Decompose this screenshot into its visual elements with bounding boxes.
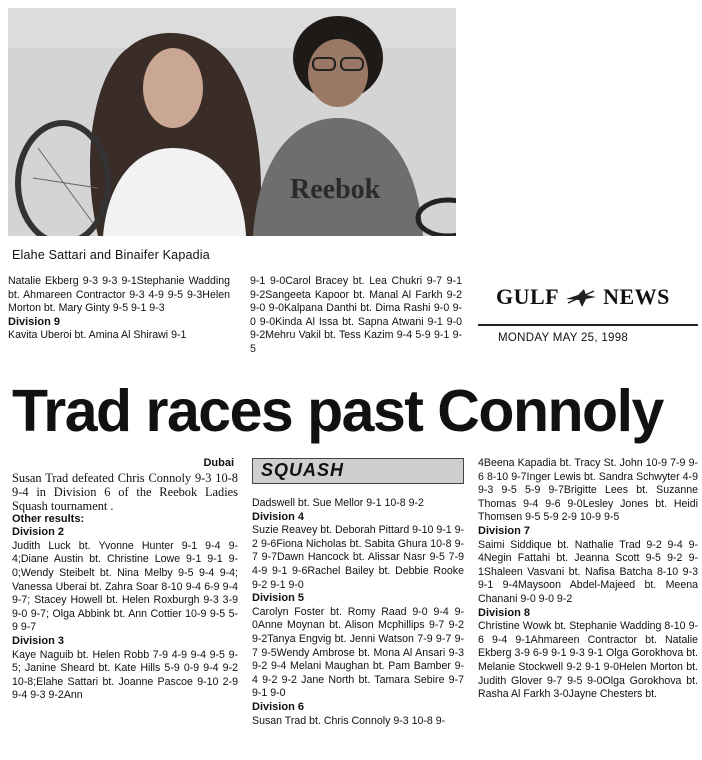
article-headline: Trad races past Connoly xyxy=(12,378,663,444)
masthead xyxy=(478,284,698,364)
division-heading: Division 7 xyxy=(478,524,530,537)
division-heading: Division 9 xyxy=(8,315,60,328)
division-heading: Division 3 xyxy=(12,634,64,647)
division-heading: Division 4 xyxy=(252,510,304,523)
results-paragraph: Saimi Siddique bt. Nathalie Trad 9-2 9-4 9-4Negin Fattahi bt. Jeanna Scott 9-5 9-2 9-1Shaleen Vasvani bt. Nafisa Batcha 8-10 9-3 9-1 9-4Maysoon Abdel-Majeed bt. Meena Chanani 9-0 9-0 9-2 xyxy=(478,538,698,605)
article-dateline: Dubai xyxy=(203,457,234,469)
division-heading: Division 6 xyxy=(252,700,304,713)
logo-name-left: GULF xyxy=(496,284,560,309)
issue-date: MONDAY MAY 25, 1998 xyxy=(498,332,629,344)
results-paragraph: Kaye Naguib bt. Helen Robb 7-9 4-9 9-4 9-5 9-5; Janine Sheard bt. Kate Hills 5-9 0-9 9-4 9-2 10-8;Elahe Sattari bt. Joanne Pascoe 9-10 2-9 9-4 9-3 9-2Ann xyxy=(12,648,238,702)
falcon-icon xyxy=(564,285,598,309)
masthead-rule xyxy=(478,324,698,326)
division-heading: Other results: xyxy=(12,512,85,525)
newspaper-logo xyxy=(478,284,698,310)
section-label: SQUASH xyxy=(261,460,345,480)
article-lead: Susan Trad defeated Chris Connoly 9-3 10-8 9-4 in Division 6 of the Reebok Ladies Squash tournament . xyxy=(12,470,238,513)
division-heading: Division 5 xyxy=(252,592,304,605)
section-label-bar xyxy=(252,458,464,484)
results-paragraph: Judith Luck bt. Yvonne Hunter 9-1 9-4 9-4;Diane Austin bt. Christine Lowe 9-1 9-1 9-0;Wendy Steibelt bt. Nina Melby 9-5 9-4 9-4; Vanessa Uberai bt. Zahra Soar 8-10 9-4 6-9 9-4 9-7; Stacey Howell bt. Helen Roxburgh 9-3 3-9 9-0 9-7; Olga Abbink bt. Ann Cottier 10-9 9-5 5-9 9-7 xyxy=(12,539,238,634)
results-paragraph: 9-1 9-0Carol Bracey bt. Lea Chukri 9-7 9-1 9-2Sangeeta Kapoor bt. Manal Al Farkh 9-2 9-0 9-0Kalpana Danthi bt. Dima Rashi 9-0 9-0 9-0Kinda Al Issa bt. Sapna Atwani 9-1 9-0 9-2Mehru Vakil bt. Tess Kazim 9-4 5-9 9-1 9-5 xyxy=(250,275,462,355)
results-paragraph: Christine Wowk bt. Stephanie Wadding 8-10 9-6 9-4 9-1Ahmareen Contractor bt. Natalie Ekberg 3-9 6-9 9-1 9-3 9-1 Olga Gorokhova bt. Melanie Stockwell 9-2 9-1 9-0Helen Morton bt. Judith Glover 9-7 9-5 9-0Olga Gorokhova bt. Rasha Al Farkh 3-0Jayne Chesters bt. xyxy=(478,620,698,701)
logo-name-right: NEWS xyxy=(603,284,670,309)
results-paragraph: Carolyn Foster bt. Romy Raad 9-0 9-4 9-0Anne Moynan bt. Alison Mcphillips 9-7 9-2 9-2Tanya Engvig bt. Jenni Watson 7-9 9-7 9-7 9-5Wendy Ambrose bt. Mona Al Ansari 9-3 9-2 9-4 Melani Maughan bt. Pam Bamber 9-4 9-2 9-2 Jane North bt. Tamara Sebire 9-7 9-1 9-0 xyxy=(252,605,464,700)
division-heading: Division 2 xyxy=(12,526,64,539)
article-column-2 xyxy=(252,497,464,728)
photo-illustration xyxy=(8,8,456,236)
results-paragraph: Kavita Uberoi bt. Amina Al Shirawi 9-1 xyxy=(8,329,187,342)
results-paragraph: Dadswell bt. Sue Mellor 9-1 10-8 9-2 xyxy=(252,497,424,509)
article-column-3 xyxy=(478,457,698,702)
results-paragraph: Natalie Ekberg 9-3 9-3 9-1Stephanie Wadding bt. Ahmareen Contractor 9-3 4-9 9-5 9-3Helen Morton bt. Mary Ginty 9-5 9-1 9-3 xyxy=(8,275,230,315)
article-column-1-body xyxy=(12,513,238,703)
results-paragraph: Suzie Reavey bt. Deborah Pittard 9-10 9-1 9-2 9-6Fiona Nicholas bt. Sabita Ghura 10-8 9-7 9-7Dawn Hancock bt. Alissar Nasr 9-5 7-9 4-9 9-1 9-6Rachel Bailey bt. Debbie Rooke 9-2 9-1 9-0 xyxy=(252,524,464,591)
division-heading: Division 8 xyxy=(478,606,530,619)
news-photo xyxy=(8,8,456,236)
photo-caption: Elahe Sattari and Binaifer Kapadia xyxy=(12,248,210,262)
results-paragraph: Susan Trad bt. Chris Connoly 9-3 10-8 9- xyxy=(252,714,446,727)
shirt-logo-text: Reebok xyxy=(290,174,381,205)
article-column-1 xyxy=(12,457,238,703)
results-column-top-1 xyxy=(8,275,230,343)
results-paragraph: 4Beena Kapadia bt. Tracy St. John 10-9 7-9 9-6 8-10 9-7Inger Lewis bt. Sandra Schwyter 4-9 9-3 9-5 5-9 9-7Brigitte Lees bt. Suzanne Thomas 9-4 9-6 9-0Lesley Jones bt. Heidi Thomsen 9-5 5-9 2-9 10-9 9-5 xyxy=(478,457,698,524)
results-column-top-2 xyxy=(250,275,462,357)
